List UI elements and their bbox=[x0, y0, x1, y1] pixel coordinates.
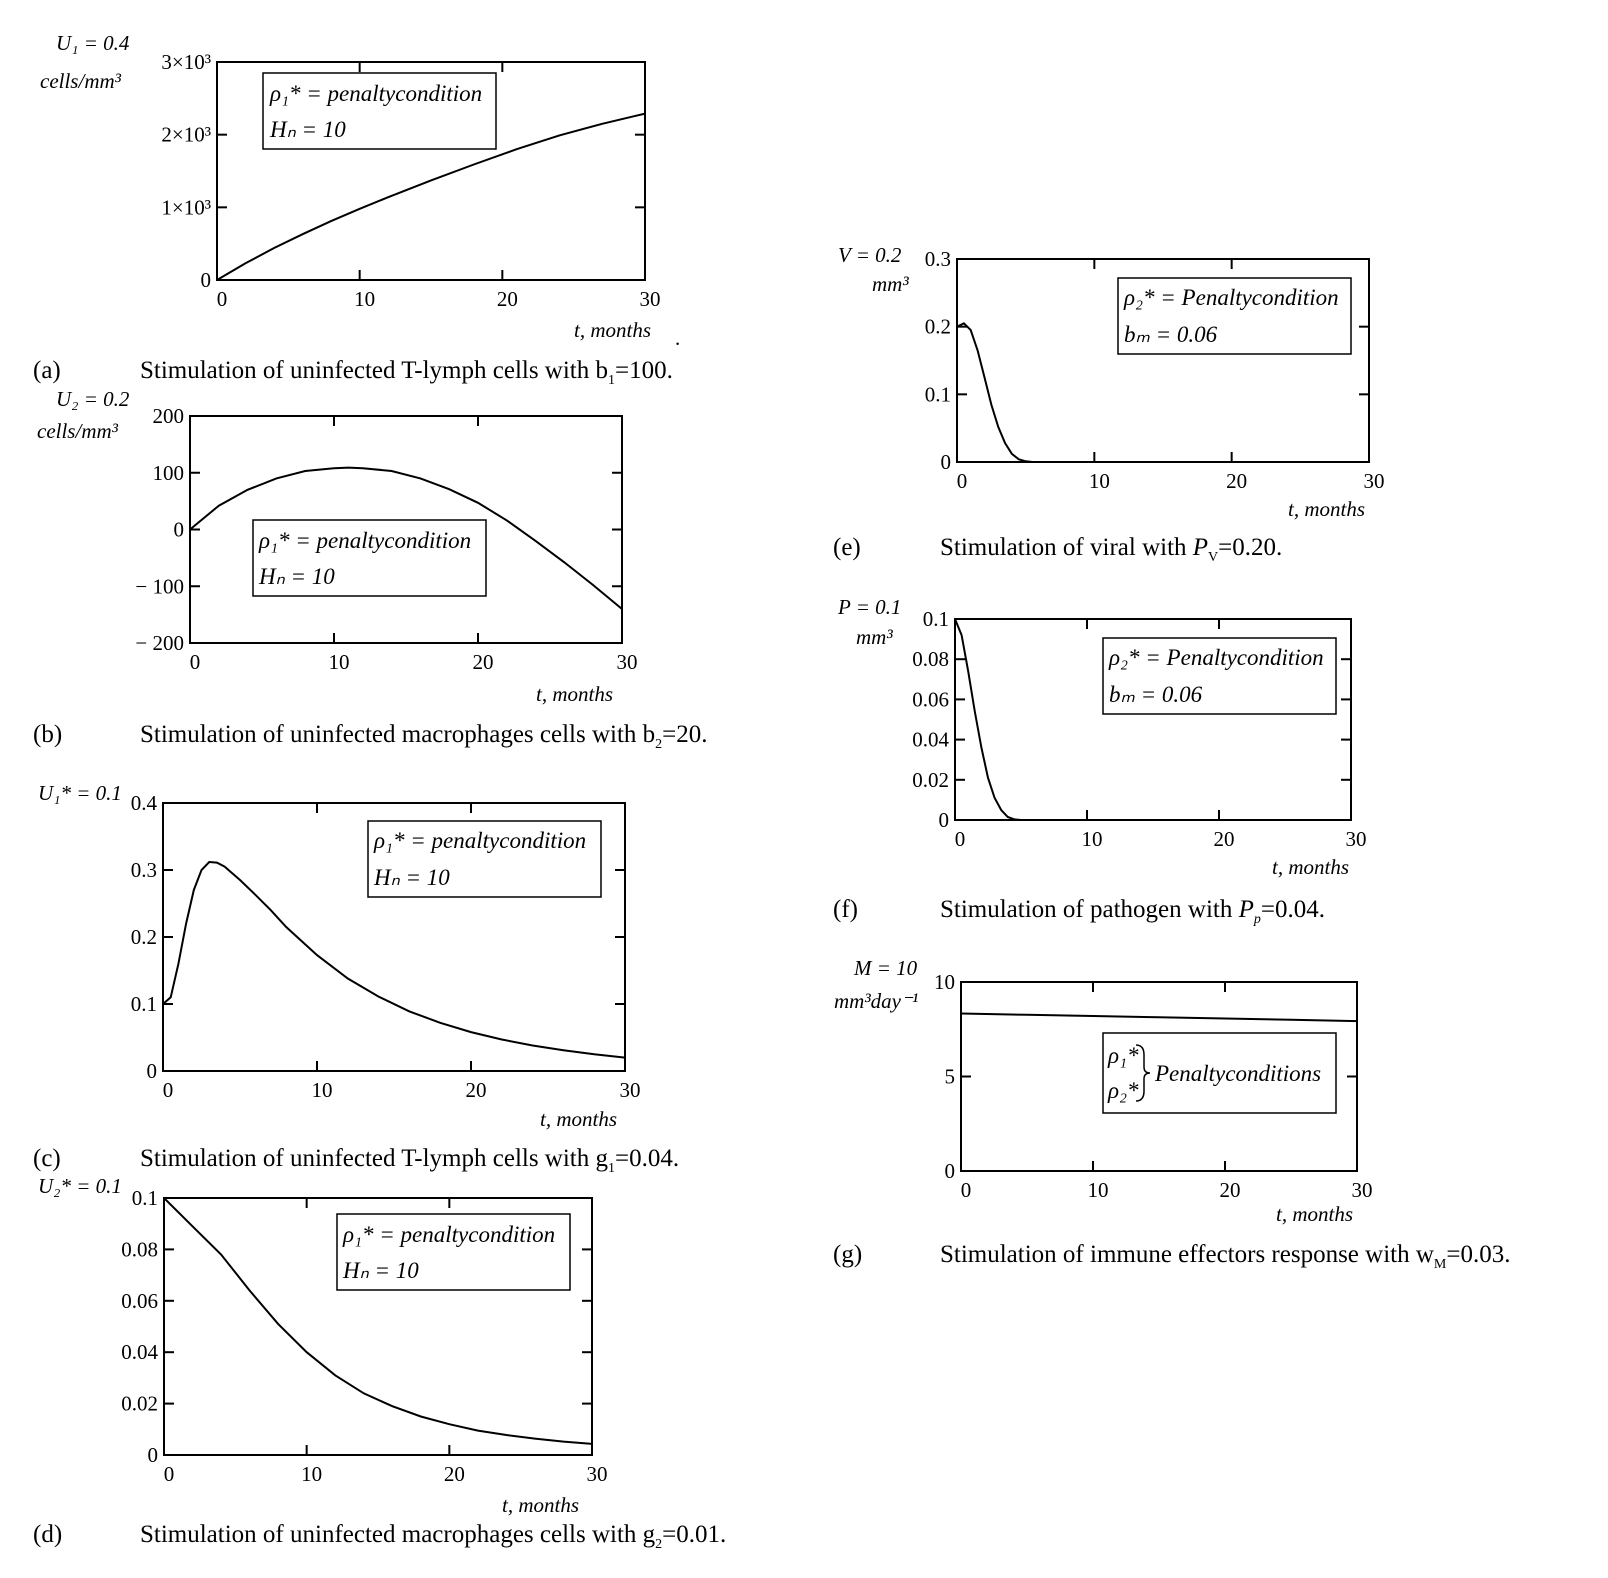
caption-d-tail: =0.01. bbox=[662, 1521, 727, 1548]
caption-f-text bbox=[940, 896, 1325, 927]
caption-e-tail: =0.20. bbox=[1218, 534, 1283, 561]
ytick-label-e-2: 0.2 bbox=[924, 314, 951, 339]
xtick-label-b-0: 0 bbox=[189, 650, 201, 674]
ytick-label-g-2: 10 bbox=[934, 970, 955, 994]
caption-f bbox=[833, 896, 1325, 927]
ytick-label-d-2: 0.04 bbox=[121, 1340, 158, 1365]
panel-f bbox=[837, 595, 1367, 879]
ylabel-g-line2: mm³day⁻¹ bbox=[834, 989, 919, 1013]
caption-d-main: Stimulation of uninfected macrophages cells with g bbox=[140, 1521, 656, 1548]
legend-g-line1: ρ₁* bbox=[1108, 1043, 1139, 1068]
caption-g-text bbox=[940, 1241, 1510, 1272]
xtick-label-g-1: 10 bbox=[1087, 1178, 1109, 1202]
panel-e bbox=[838, 243, 1385, 521]
caption-c-main: Stimulation of uninfected T-lymph cells with g bbox=[140, 1145, 609, 1172]
caption-a-tag: (a) bbox=[33, 357, 61, 384]
caption-f-tail: =0.04. bbox=[1260, 896, 1325, 923]
caption-d-tag: (d) bbox=[33, 1521, 63, 1548]
ytick-label-c-1: 0.1 bbox=[130, 992, 157, 1016]
xtick-label-a-1: 10 bbox=[354, 287, 376, 311]
caption-b-sub: 2 bbox=[655, 737, 663, 752]
ytick-label-c-3: 0.3 bbox=[130, 858, 157, 882]
caption-g-sub: M bbox=[1433, 1257, 1447, 1272]
xtick-label-g-2: 20 bbox=[1219, 1178, 1241, 1202]
ytick-label-f-3: 0.06 bbox=[912, 687, 949, 712]
ytick-label-f-5: 0.1 bbox=[922, 607, 949, 631]
xtick-label-g-0: 0 bbox=[960, 1178, 972, 1202]
caption-e-italic: P bbox=[1192, 534, 1209, 561]
xtick-label-c-1: 10 bbox=[311, 1078, 333, 1102]
legend-g-line2: ρ₂* bbox=[1108, 1078, 1139, 1103]
caption-b bbox=[33, 721, 708, 752]
legend-g-right: Penaltyconditions bbox=[1155, 1061, 1322, 1086]
xlabel-f: t, months bbox=[1272, 855, 1350, 879]
legend-a-line2: Hₙ = 10 bbox=[270, 117, 346, 142]
xtick-label-f-1: 10 bbox=[1081, 827, 1103, 851]
xtick-label-e-1: 10 bbox=[1088, 469, 1110, 493]
ytick-label-d-3: 0.06 bbox=[121, 1288, 158, 1313]
caption-e-sub: V bbox=[1208, 550, 1219, 565]
ytick-label-c-0: 0 bbox=[146, 1059, 157, 1083]
xlabel-c: t, months bbox=[540, 1107, 618, 1131]
caption-c-text bbox=[140, 1145, 679, 1176]
ytick-label-f-1: 0.02 bbox=[912, 767, 949, 792]
xtick-label-c-0: 0 bbox=[162, 1078, 174, 1102]
xlabel-g: t, months bbox=[1276, 1202, 1354, 1226]
legend-f-line1: ρ₂* = Penaltycondition bbox=[1109, 645, 1324, 670]
caption-a-text bbox=[140, 357, 673, 388]
xtick-label-e-2: 20 bbox=[1226, 469, 1248, 493]
xtick-label-a-3: 30 bbox=[639, 287, 661, 311]
caption-c-sub: 1 bbox=[608, 1161, 616, 1176]
caption-g-tag: (g) bbox=[833, 1241, 863, 1268]
xtick-label-b-2: 20 bbox=[472, 650, 494, 674]
ytick-label-b-0: − 200 bbox=[135, 631, 184, 655]
legend-f-line2: bₘ = 0.06 bbox=[1109, 682, 1203, 707]
series-line-g bbox=[961, 1014, 1357, 1022]
caption-e bbox=[833, 534, 1282, 565]
xtick-label-d-1: 10 bbox=[301, 1462, 323, 1486]
ylabel-d-line1: U₂* = 0.1 bbox=[38, 1174, 122, 1198]
ytick-label-b-4: 200 bbox=[152, 404, 184, 428]
caption-b-tail: =20. bbox=[662, 721, 708, 748]
caption-a-main: Stimulation of uninfected T-lymph cells with b bbox=[140, 357, 609, 384]
ytick-label-d-4: 0.08 bbox=[121, 1237, 158, 1262]
ytick-label-f-4: 0.08 bbox=[912, 647, 949, 672]
ylabel-b-line1: U₂ = 0.2 bbox=[56, 387, 130, 411]
dot-mark: . bbox=[675, 326, 681, 350]
ylabel-f-line2: mm³ bbox=[856, 625, 893, 649]
caption-c-tail: =0.04. bbox=[615, 1145, 680, 1172]
caption-f-sub: p bbox=[1253, 912, 1261, 927]
caption-g-main: Stimulation of immune effectors response with w bbox=[940, 1241, 1434, 1268]
panel-a bbox=[40, 31, 680, 350]
legend-d-line2: Hₙ = 10 bbox=[343, 1258, 419, 1283]
panel-c bbox=[38, 781, 641, 1131]
legend-a-line1: ρ₁* = penaltycondition bbox=[270, 81, 483, 106]
caption-c bbox=[33, 1145, 679, 1176]
caption-e-text bbox=[940, 534, 1282, 565]
ytick-label-a-3: 3×10³ bbox=[161, 50, 211, 74]
ylabel-g-line1: M = 10 bbox=[854, 956, 918, 980]
ytick-label-c-2: 0.2 bbox=[130, 925, 157, 949]
legend-e-line1: ρ₂* = Penaltycondition bbox=[1124, 285, 1339, 310]
xlabel-a: t, months bbox=[574, 318, 652, 342]
ytick-label-a-2: 2×10³ bbox=[161, 122, 211, 147]
panel-b bbox=[37, 387, 638, 706]
ytick-label-b-1: − 100 bbox=[135, 574, 184, 599]
xtick-label-f-0: 0 bbox=[954, 827, 966, 851]
ytick-label-e-3: 0.3 bbox=[924, 247, 951, 271]
xtick-label-c-3: 30 bbox=[619, 1078, 641, 1102]
xtick-label-d-3: 30 bbox=[586, 1462, 608, 1486]
xtick-label-a-2: 20 bbox=[496, 287, 518, 311]
caption-e-main: Stimulation of viral with bbox=[940, 534, 1193, 561]
xtick-label-c-2: 20 bbox=[465, 1078, 487, 1102]
ytick-label-f-0: 0 bbox=[938, 808, 949, 832]
xlabel-d: t, months bbox=[502, 1493, 580, 1517]
ytick-label-a-0: 0 bbox=[200, 268, 211, 292]
xtick-label-d-0: 0 bbox=[163, 1462, 175, 1486]
caption-g-tail: =0.03. bbox=[1446, 1241, 1511, 1268]
xtick-label-d-2: 20 bbox=[443, 1462, 465, 1486]
ytick-label-b-2: 0 bbox=[173, 517, 184, 542]
legend-e-line2: bₘ = 0.06 bbox=[1124, 322, 1218, 347]
ytick-label-d-1: 0.02 bbox=[121, 1391, 158, 1416]
ytick-label-c-4: 0.4 bbox=[130, 791, 157, 815]
xtick-label-g-3: 30 bbox=[1351, 1178, 1373, 1202]
ytick-label-d-5: 0.1 bbox=[131, 1186, 158, 1210]
caption-a bbox=[33, 357, 673, 388]
ytick-label-d-0: 0 bbox=[147, 1443, 158, 1467]
ytick-label-a-1: 1×10³ bbox=[161, 195, 211, 220]
legend-c-line1: ρ₁* = penaltycondition bbox=[374, 828, 587, 853]
caption-b-tag: (b) bbox=[33, 721, 63, 748]
xtick-label-b-3: 30 bbox=[616, 650, 638, 674]
ylabel-c-line1: U₁* = 0.1 bbox=[38, 781, 122, 805]
legend-d-line1: ρ₁* = penaltycondition bbox=[343, 1222, 556, 1247]
ylabel-a-line2: cells/mm³ bbox=[40, 69, 121, 93]
legend-b-line1: ρ₁* = penaltycondition bbox=[259, 528, 472, 553]
caption-e-tag: (e) bbox=[833, 534, 861, 561]
xtick-label-f-3: 30 bbox=[1345, 827, 1367, 851]
panel-d bbox=[38, 1174, 608, 1517]
ytick-label-e-1: 0.1 bbox=[924, 382, 951, 407]
ylabel-e-line2: mm³ bbox=[872, 272, 909, 296]
caption-d bbox=[33, 1521, 726, 1552]
panel-g bbox=[834, 956, 1373, 1226]
ylabel-f-line1: P = 0.1 bbox=[838, 595, 902, 619]
legend-b-line2: Hₙ = 10 bbox=[259, 564, 335, 589]
caption-a-tail: =100. bbox=[615, 357, 673, 384]
xlabel-e: t, months bbox=[1288, 497, 1366, 521]
legend-c-line2: Hₙ = 10 bbox=[374, 865, 450, 890]
ylabel-a-line1: U₁ = 0.4 bbox=[56, 31, 130, 55]
xtick-label-a-0: 0 bbox=[216, 287, 228, 311]
ylabel-b-line2: cells/mm³ bbox=[37, 419, 118, 443]
caption-f-italic: P bbox=[1238, 896, 1254, 923]
caption-d-text bbox=[140, 1521, 726, 1552]
ytick-label-b-3: 100 bbox=[152, 460, 184, 485]
xtick-label-b-1: 10 bbox=[328, 650, 350, 674]
xtick-label-f-2: 20 bbox=[1213, 827, 1235, 851]
ytick-label-g-1: 5 bbox=[944, 1064, 955, 1089]
ytick-label-f-2: 0.04 bbox=[912, 727, 949, 752]
xtick-label-e-0: 0 bbox=[956, 469, 968, 493]
caption-d-sub: 2 bbox=[655, 1537, 663, 1552]
caption-c-tag: (c) bbox=[33, 1145, 61, 1172]
caption-a-sub: 1 bbox=[608, 373, 616, 388]
ylabel-e-line1: V = 0.2 bbox=[838, 243, 902, 267]
caption-f-main: Stimulation of pathogen with bbox=[940, 896, 1239, 923]
ytick-label-e-0: 0 bbox=[940, 450, 951, 474]
xlabel-b: t, months bbox=[536, 682, 614, 706]
caption-b-main: Stimulation of uninfected macrophages cells with b bbox=[140, 721, 656, 748]
caption-f-tag: (f) bbox=[833, 896, 858, 923]
ytick-label-g-0: 0 bbox=[944, 1159, 955, 1183]
xtick-label-e-3: 30 bbox=[1363, 469, 1385, 493]
caption-b-text bbox=[140, 721, 708, 752]
caption-g bbox=[833, 1241, 1510, 1272]
